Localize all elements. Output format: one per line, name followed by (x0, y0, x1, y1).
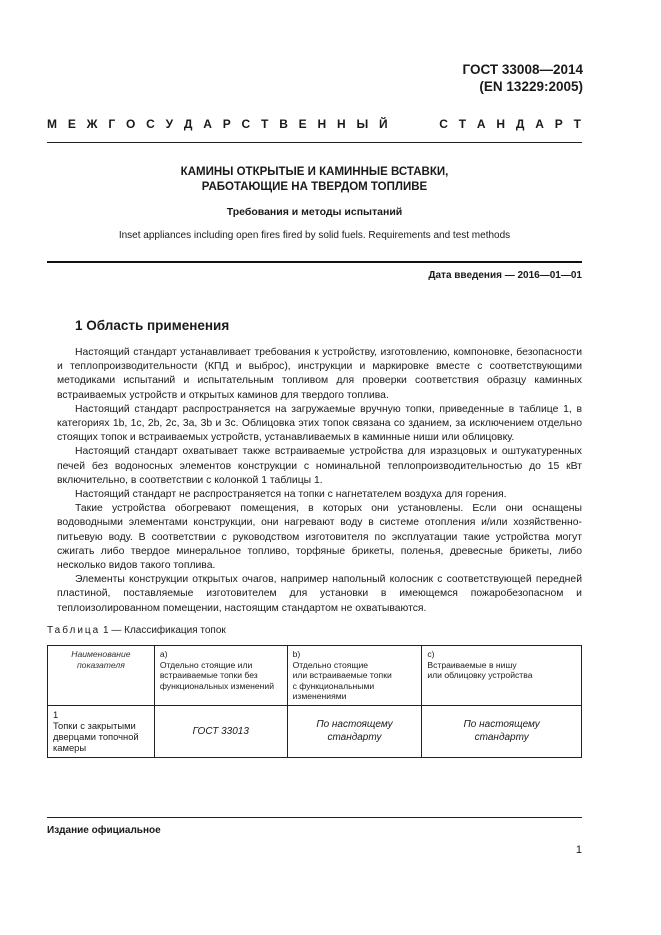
banner-letter: В (279, 117, 288, 131)
header-text: функциональных изменений (159, 680, 275, 691)
banner-letter: Д (183, 117, 193, 131)
banner-letter: Н (317, 117, 327, 131)
banner-letter: Д (515, 117, 525, 131)
cell-text: По настоящему (463, 719, 540, 730)
header-text: с функциональными изменениями (292, 680, 375, 701)
official-edition-label: Издание официальное (47, 825, 161, 836)
banner-letter: У (165, 117, 174, 131)
banner-letter: С (241, 117, 251, 131)
classification-table (47, 645, 582, 758)
banner-letter: А (535, 117, 544, 131)
table-row (48, 705, 582, 757)
banner-letter: Г (108, 117, 116, 131)
row-name-text: камеры (53, 741, 87, 753)
paragraph: Настоящий стандарт устанавливает требования к устройству, изготовлению, компоновке, безопасности и теплопроизводительности (КПД и выброс), инструкции и маркировке вместе с соответствующими методиками испытаний и испытательным топливом для проверки соответствия образцу каминных встраиваемых устройств и открытых каминов для твердого топлива. (57, 347, 582, 401)
header-text: Встраиваемые в нишу (427, 659, 517, 670)
banner-letter: Н (496, 117, 506, 131)
row-name-text: Топки с закрытыми (53, 719, 136, 731)
cell-text: стандарту (327, 732, 382, 743)
banner-letter: М (47, 117, 57, 131)
banner-letter: Т (261, 117, 269, 131)
table-caption-rest: 1 — Классификация топок (103, 625, 226, 636)
banner-letter: Р (222, 117, 231, 131)
paragraph: Элементы конструкции открытых очагов, например напольный колосник с соответствующей передней пластиной, поставляемые изготовителем для установки в имеющемся пожаробезопасном и теплоизолированном помещении, настоящим стандартом не охватываются. (57, 574, 582, 614)
paragraph: Такие устройства обогревают помещения, в которых они установлены. Если они оснащены водоводными элементами конструкции, они нагревают воду в системе отопления и/или хозяйственно-питьевую воду. В соответствии с руководством изготовителя по эксплуатации такие устройства могут сжигать либо твердое минеральное топливо, торфяные брикеты, поленья, древесные брикеты, либо несколько видов такого топлива. (57, 503, 582, 572)
header-text: c) (427, 649, 435, 659)
paragraph: Настоящий стандарт охватывает также встраиваемые устройства для изразцовых и оштукатуренных печей без водоносных элементов конструкции с номинальной теплопроизводительностью до 15 кВт включительно, в соответствии с колонкой 1 таблицы 1. (57, 446, 582, 486)
header-text: или облицовку устройства (427, 670, 533, 680)
banner-letter: А (203, 117, 212, 131)
english-title: Inset appliances including open fires fired by solid fuels. Requirements and test methods (118, 230, 511, 241)
header-text: встраиваемые топки без (159, 670, 258, 680)
en-number: (EN 13229:2005) (479, 79, 583, 94)
banner-letter: Н (336, 117, 346, 131)
document-subtitle: Требования и методы испытаний (226, 206, 403, 218)
title-line-1: КАМИНЫ ОТКРЫТЫЕ И КАМИННЫЕ ВСТАВКИ, (180, 166, 449, 178)
banner-letter: Й (379, 117, 388, 131)
header-text: или встраиваемые топки (292, 670, 392, 680)
header-text: a) (159, 649, 168, 659)
header-cell-indicator (48, 646, 155, 706)
footer-divider (47, 817, 582, 818)
page-number: 1 (575, 844, 582, 856)
header-text: Наименование (71, 649, 131, 659)
table-caption-word: Таблица (47, 625, 101, 636)
banner-letter: Т (458, 117, 467, 131)
header-text: показателя (76, 659, 125, 670)
section-body (57, 346, 582, 616)
header-text: Отдельно стоящие или (159, 659, 253, 670)
cell-text: По настоящему (316, 719, 393, 730)
header-cell-b (287, 646, 422, 706)
banner-letter: Т (573, 117, 581, 131)
section-heading: 1 Область применения (75, 318, 230, 333)
banner-letter: С (439, 117, 448, 131)
banner-letter: С (146, 117, 155, 131)
header-text: Отдельно стоящие (292, 659, 369, 670)
standard-type-banner (47, 117, 581, 131)
table-caption (47, 625, 226, 636)
banner-gap (398, 117, 428, 131)
row-name-cell (48, 705, 155, 757)
top-divider (47, 142, 582, 143)
banner-letter: Ж (86, 117, 98, 131)
banner-letter: А (476, 117, 486, 131)
gost-number: ГОСТ 33008—2014 (462, 62, 583, 77)
title-divider (47, 261, 582, 263)
title-line-2: РАБОТАЮЩИЕ НА ТВЕРДОМ ТОПЛИВЕ (201, 181, 428, 193)
banner-letter: Е (67, 117, 76, 131)
row-name-text: дверцами топочной (53, 730, 139, 742)
banner-letter: О (125, 117, 136, 131)
document-title (47, 165, 582, 195)
header-cell-a (154, 646, 287, 706)
introduction-date: Дата введения — 2016—01—01 (428, 270, 582, 281)
banner-letter: Е (298, 117, 307, 131)
row-cell-c (422, 705, 582, 757)
cell-text: стандарту (474, 732, 529, 743)
cell-text: ГОСТ 33013 (192, 725, 249, 737)
row-number: 1 (53, 708, 59, 720)
table-header-row (48, 646, 582, 706)
header-cell-c (422, 646, 582, 706)
header-text: b) (292, 649, 301, 659)
banner-letter: Р (554, 117, 563, 131)
row-cell-b (287, 705, 422, 757)
document-designation (463, 61, 583, 95)
paragraph: Настоящий стандарт не распространяется на топки с нагнетателем воздуха для горения. (75, 489, 507, 501)
row-cell-a (154, 705, 287, 757)
banner-letter: Ы (356, 117, 369, 131)
paragraph: Настоящий стандарт распространяется на загружаемые вручную топки, приведенные в таблице 1, в категориях 1b, 1c, 2b, 2c, 3a, 3b и 3c. Облицовка этих топок связана со зданием, за исключением отдельно стоящих топок и встраиваемых устройств, устанавливаемых в каминные ниши или облицовку. (57, 403, 582, 444)
